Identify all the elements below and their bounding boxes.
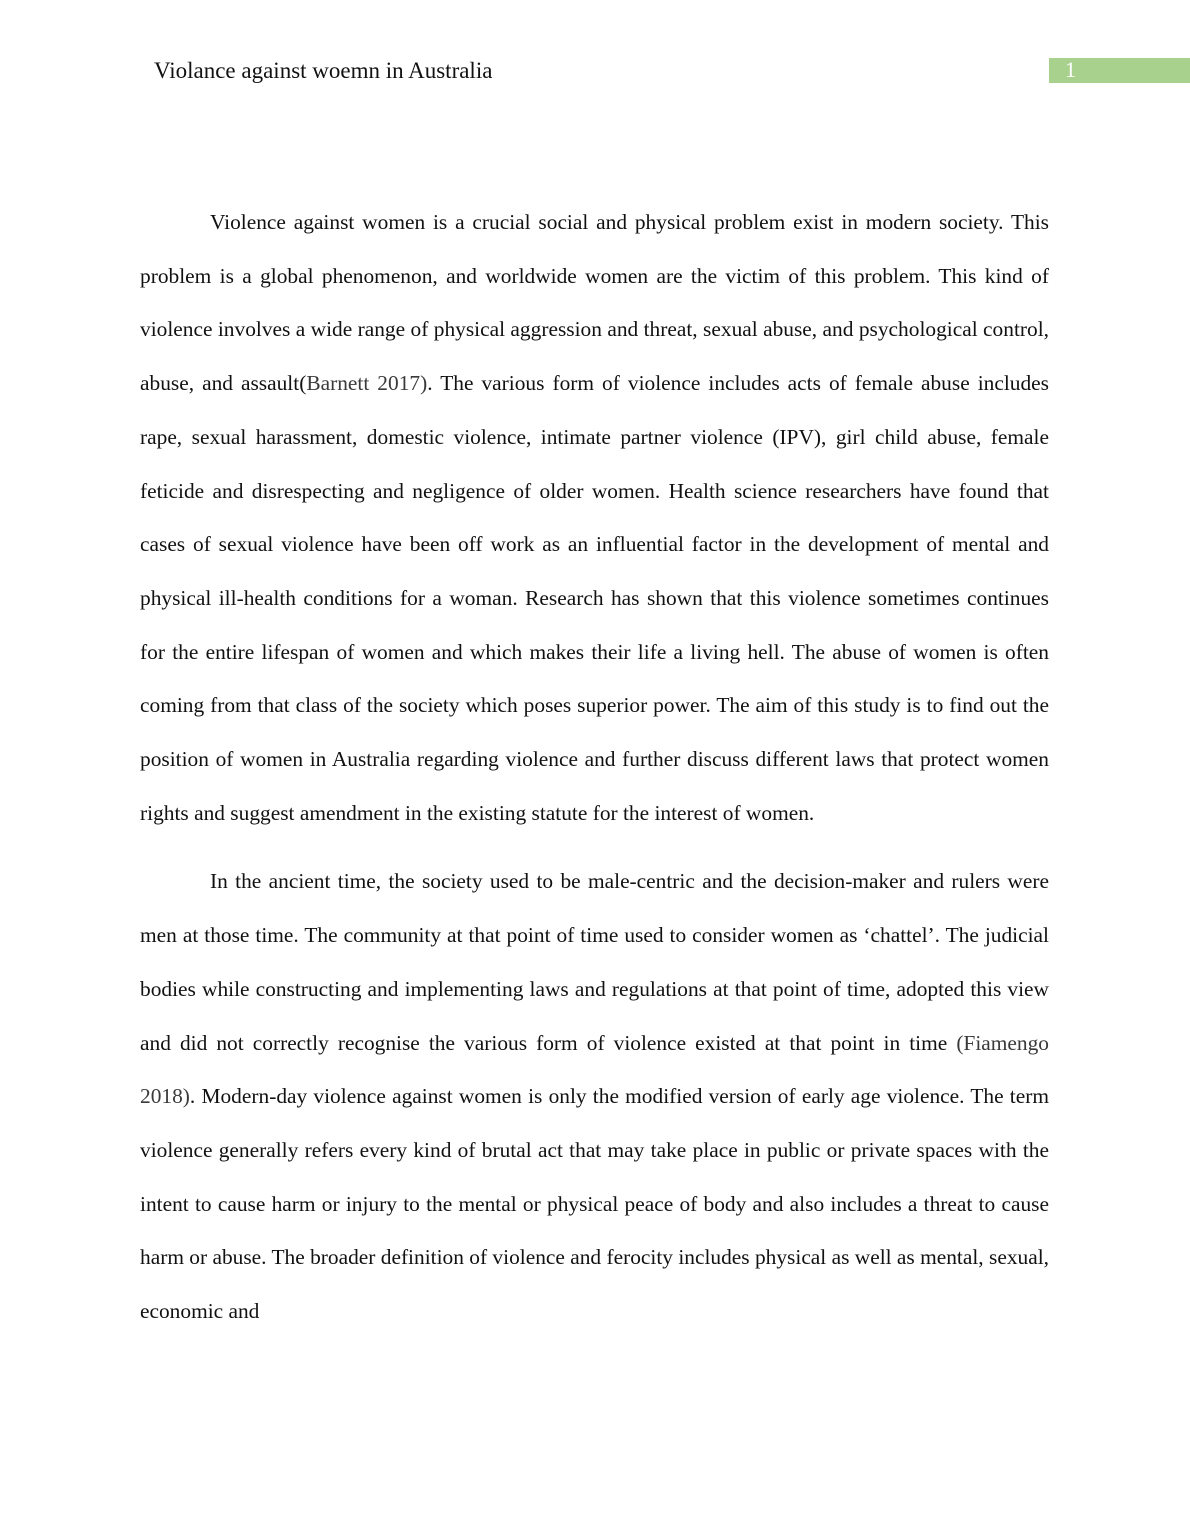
paragraph-history [140, 855, 1049, 1338]
citation-fiamengo-2018: (Fiamengo 2018) [140, 1030, 1049, 1109]
paragraph-text: . The various form of violence includes acts of female abuse includes rape, sexual harassment, domestic violence, intimate partner violence (IPV), girl child abuse, female feticide and disrespecting and negligence of older women. Health science researchers have found that cases of sexual violence have been off work as an influential factor in the development of mental and physical ill-health conditions for a woman. Research has shown that this violence sometimes continues for the entire lifespan of women and which makes their life a living hell. The abuse of women is often coming from that class of the society which poses superior power. The aim of this study is to find out the position of women in Australia regarding violence and further discuss different laws that protect women rights and suggest amendment in the existing statute for the interest of women. [140, 371, 1049, 825]
page-number: 1 [1065, 57, 1076, 82]
paragraph-text: . Modern-day violence against women is only the modified version of early age violence. The term violence generally refers every kind of brutal act that may take place in public or private spaces with the intent to cause harm or injury to the mental or physical peace of body and also includes a threat to cause harm or abuse. The broader definition of violence and ferocity includes physical as well as mental, sexual, economic and [140, 1084, 1049, 1324]
running-header-title: Violance against woemn in Australia [154, 58, 493, 83]
citation-barnett-2017: Barnett 2017) [306, 371, 428, 396]
paragraph-introduction [140, 196, 1049, 840]
paragraph-text: Violence against women is a crucial social and physical problem exist in modern society. This problem is a global phenomenon, and worldwide women are the victim of this problem. This kind of violence involves a wide range of physical aggression and threat, sexual abuse, and psychological control, abuse, and assault( [140, 210, 1049, 396]
paragraph-text: In the ancient time, the society used to be male-centric and the decision-maker and rulers were men at those time. The community at that point of time used to consider women as ‘chattel’. The judicial bodies while constructing and implementing laws and regulations at that point of time, adopted this view and did not correctly recognise the various form of violence existed at that point in time [140, 869, 1049, 1055]
document-body [140, 196, 1049, 1339]
page-number-bar [1049, 58, 1190, 83]
